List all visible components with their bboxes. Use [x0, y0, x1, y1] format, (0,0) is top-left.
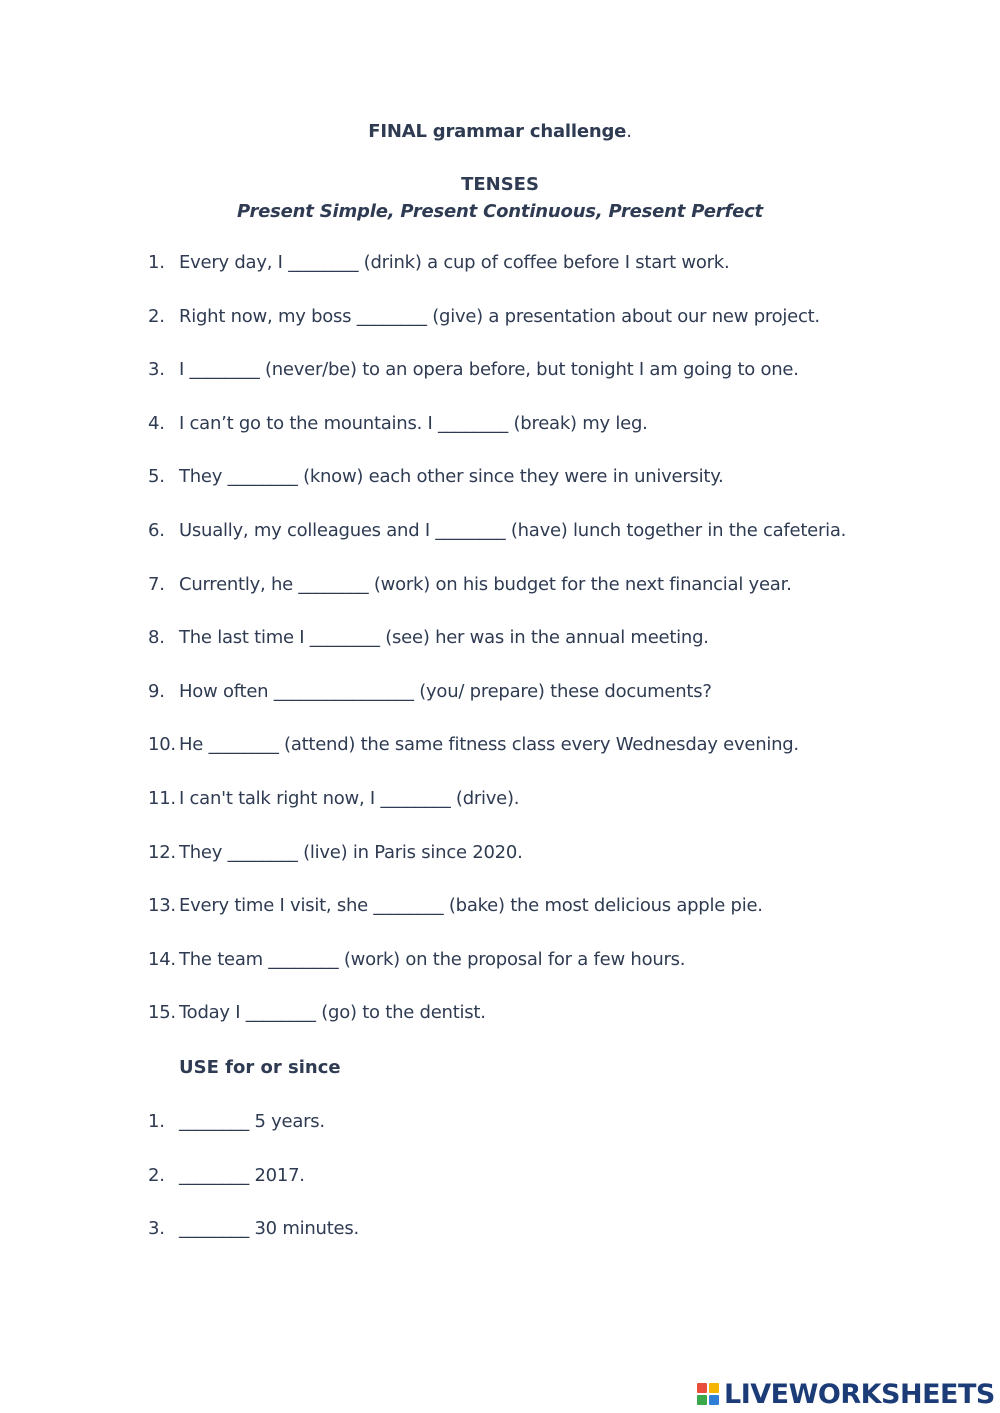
exercise-item [148, 949, 846, 1003]
exercise-item [148, 520, 846, 574]
item-sentence: ________ 2017. [179, 1164, 305, 1186]
item-sentence: ________ 5 years. [179, 1111, 325, 1132]
liveworksheets-logo-icon [697, 1383, 719, 1405]
section-heading-tenses: TENSES [461, 174, 539, 195]
exercise-item [148, 359, 846, 413]
exercise-item [148, 252, 846, 306]
item-number: 2. [148, 1164, 165, 1186]
exercise-item [148, 627, 846, 681]
item-number: 14. [148, 948, 176, 970]
item-sentence: Every time I visit, she ________ (bake) the most delicious apple pie. [179, 895, 763, 917]
liveworksheets-logo[interactable] [697, 1378, 995, 1410]
item-sentence: The team ________ (work) on the proposal for a few hours. [179, 948, 686, 970]
item-number: 15. [148, 1002, 176, 1024]
exercise-item [148, 1002, 846, 1056]
logo-square-yellow [709, 1383, 719, 1393]
item-sentence: Currently, he ________ (work) on his budget for the next financial year. [179, 573, 792, 595]
item-number: 11. [148, 787, 176, 809]
item-sentence: Every day, I ________ (drink) a cup of coffee before I start work. [179, 252, 730, 273]
item-number: 2. [148, 305, 165, 327]
exercise-item [148, 306, 846, 360]
item-sentence: How often ________________ (you/ prepare) these documents? [179, 680, 712, 702]
exercise-item [148, 734, 846, 788]
exercise-item [148, 788, 846, 842]
item-sentence: He ________ (attend) the same fitness class every Wednesday evening. [179, 734, 799, 756]
item-number: 6. [148, 519, 165, 541]
item-number: 10. [148, 734, 176, 756]
item-sentence: I can't talk right now, I ________ (drive). [179, 787, 520, 809]
exercise-item [148, 681, 846, 735]
item-sentence: Right now, my boss ________ (give) a presentation about our new project. [179, 305, 820, 327]
exercise-1-list [148, 252, 846, 1056]
exercise-item [148, 413, 846, 467]
section-subtitle: Present Simple, Present Continuous, Present Perfect [237, 201, 763, 222]
item-sentence: They ________ (know) each other since they were in university. [179, 466, 724, 488]
exercise-item [148, 1165, 359, 1219]
item-number: 1. [148, 252, 165, 273]
logo-square-blue [709, 1395, 719, 1405]
item-sentence: They ________ (live) in Paris since 2020. [179, 841, 523, 863]
exercise-2-list [148, 1111, 359, 1272]
item-sentence: The last time I ________ (see) her was in the annual meeting. [179, 627, 709, 649]
exercise-item [148, 842, 846, 896]
item-number: 4. [148, 412, 165, 434]
item-sentence: I ________ (never/be) to an opera before, but tonight I am going to one. [179, 359, 799, 381]
item-number: 7. [148, 573, 165, 595]
item-sentence: I can’t go to the mountains. I ________ (break) my leg. [179, 412, 648, 434]
exercise-item [148, 466, 846, 520]
exercise-2-heading: USE for or since [179, 1057, 341, 1078]
logo-square-red [697, 1383, 707, 1393]
exercise-item [148, 574, 846, 628]
item-sentence: Usually, my colleagues and I ________ (have) lunch together in the cafeteria. [179, 519, 847, 541]
item-number: 13. [148, 895, 176, 917]
item-sentence: Today I ________ (go) to the dentist. [179, 1002, 486, 1024]
exercise-item [148, 1218, 359, 1272]
exercise-item [148, 895, 846, 949]
item-sentence: ________ 30 minutes. [179, 1218, 359, 1239]
item-number: 3. [148, 1218, 165, 1239]
logo-wordmark: LIVEWORKSHEETS [724, 1378, 995, 1410]
logo-square-green [697, 1395, 707, 1405]
worksheet-title [0, 121, 1000, 142]
title-punctuation: . [626, 121, 632, 142]
item-number: 9. [148, 680, 165, 702]
item-number: 8. [148, 627, 165, 649]
item-number: 5. [148, 466, 165, 488]
exercise-item [148, 1111, 359, 1165]
item-number: 12. [148, 841, 176, 863]
item-number: 1. [148, 1111, 165, 1132]
title-text: FINAL grammar challenge [368, 121, 627, 142]
item-number: 3. [148, 359, 165, 381]
